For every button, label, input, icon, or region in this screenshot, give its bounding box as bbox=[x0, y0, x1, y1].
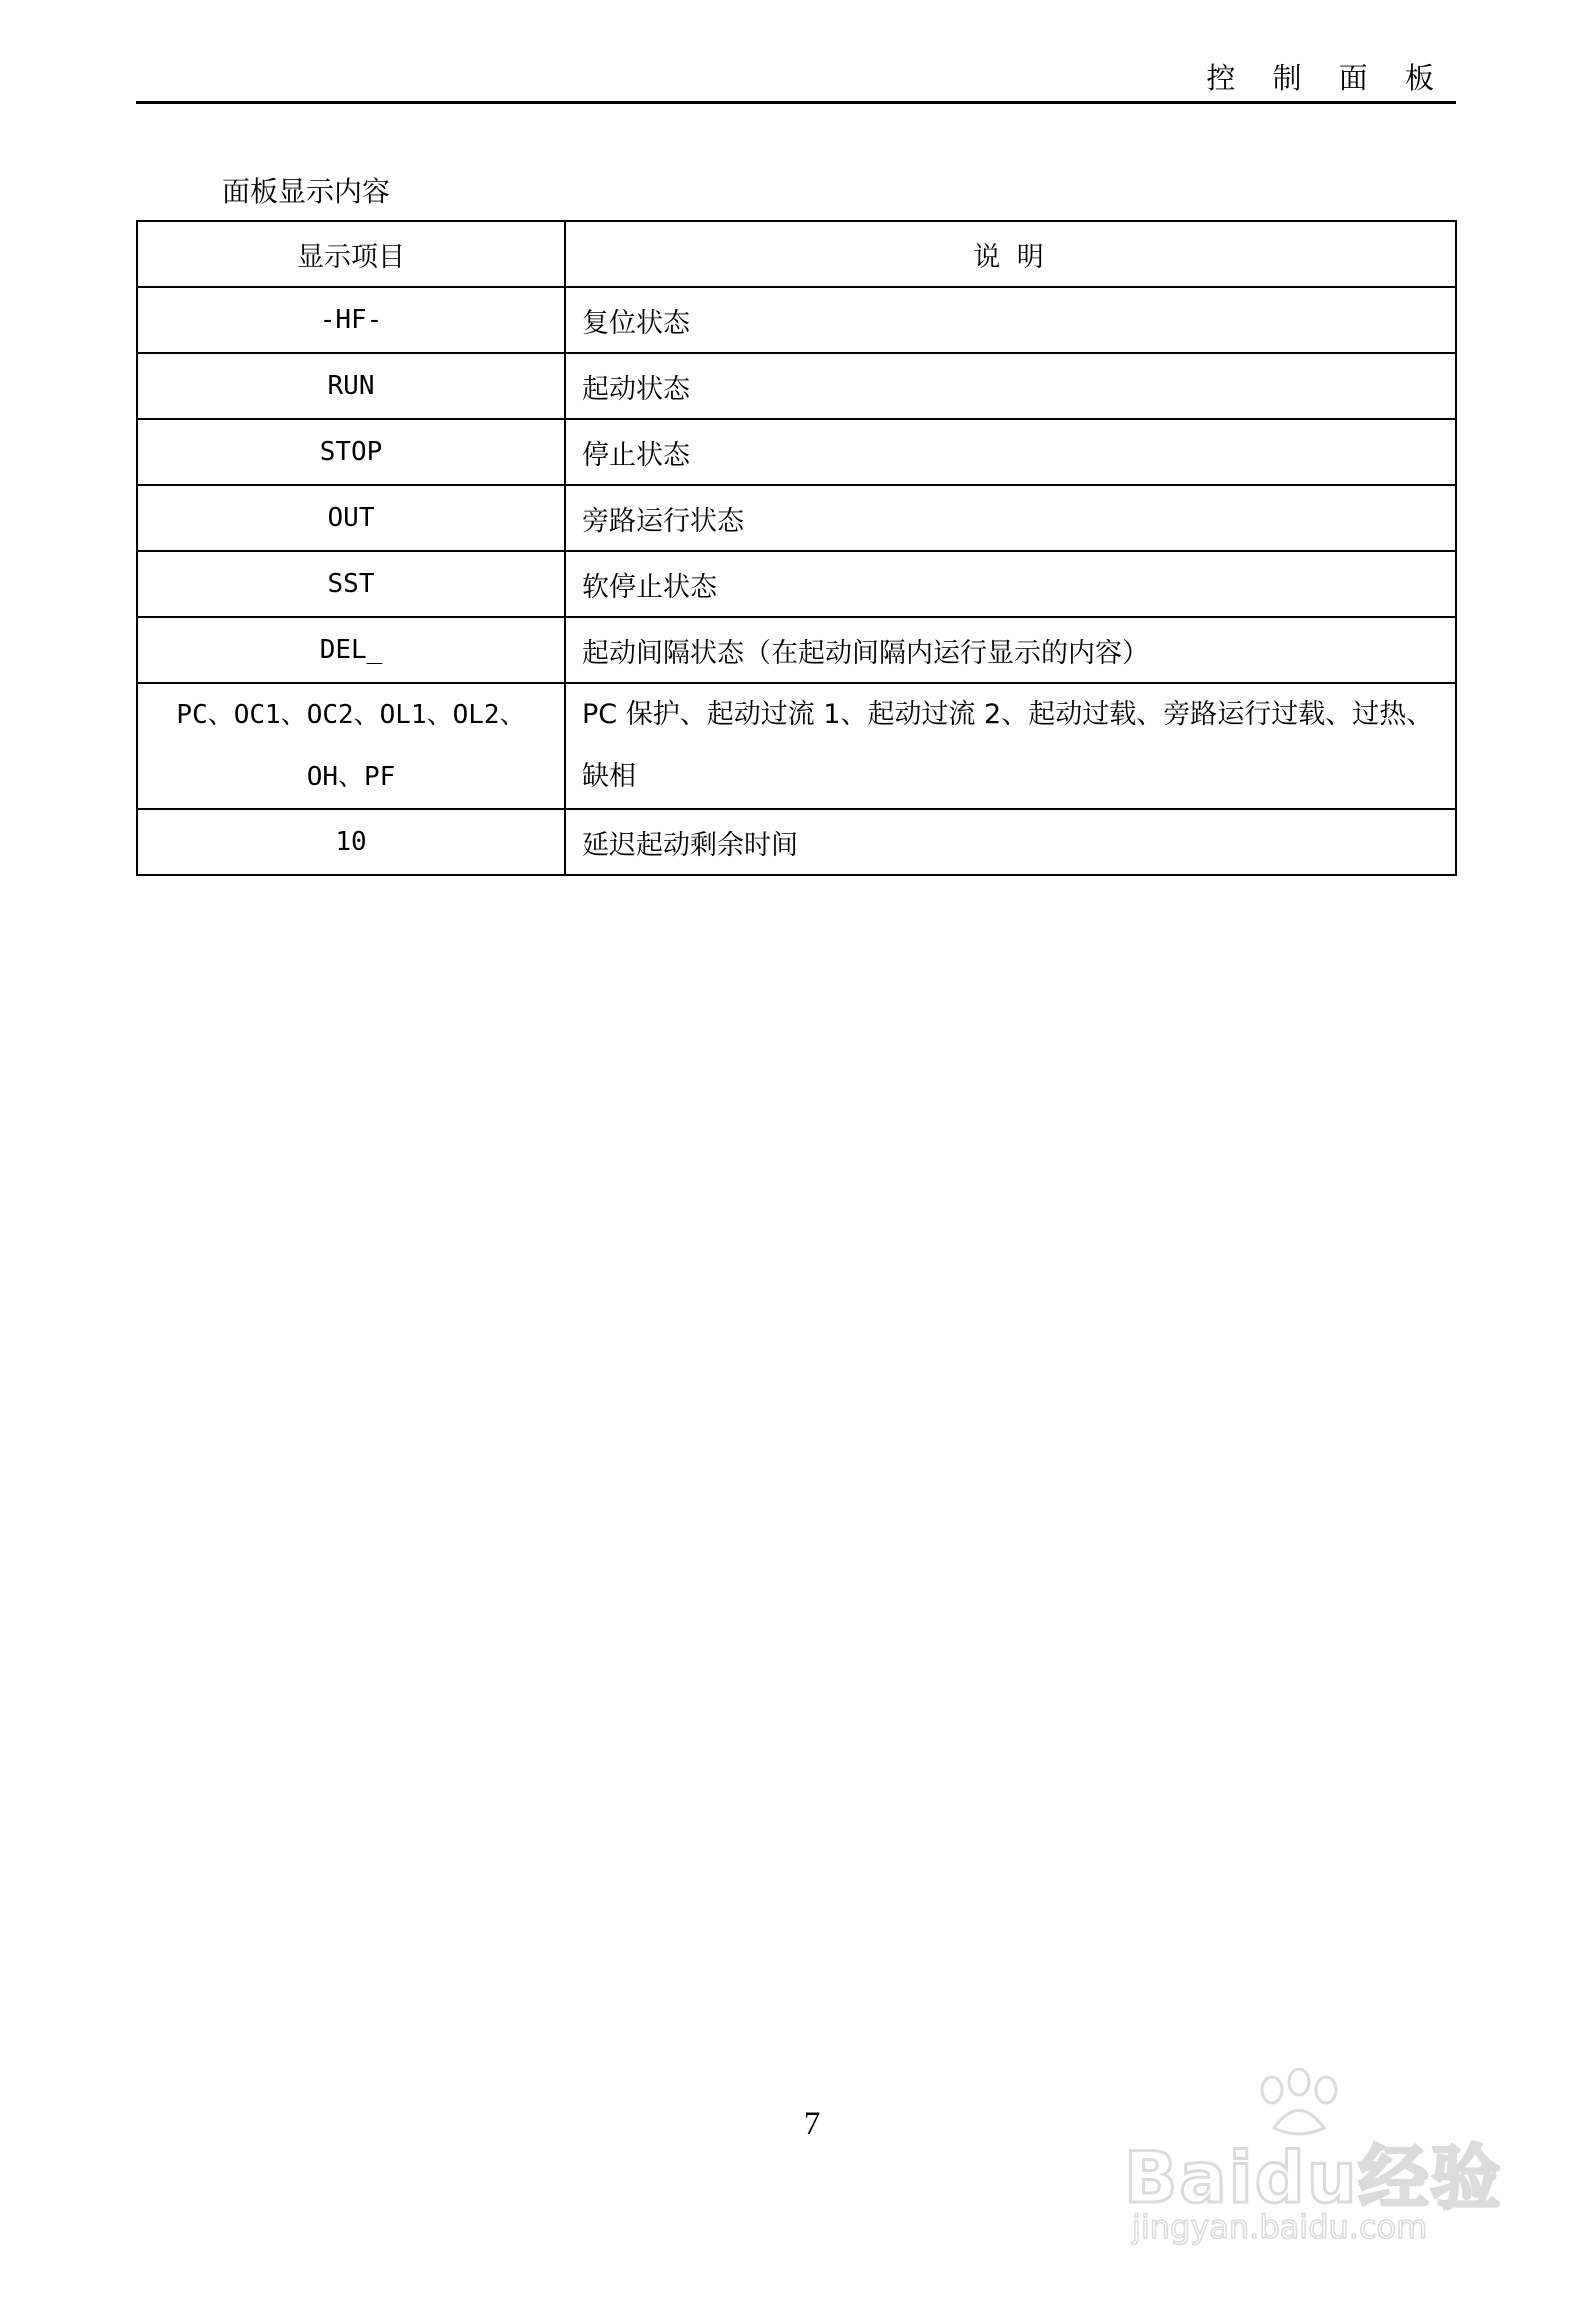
display-item-cell: DEL_ bbox=[137, 617, 565, 683]
table-row bbox=[137, 683, 1456, 809]
header-rule bbox=[136, 101, 1456, 104]
display-item-cell: OUT bbox=[137, 485, 565, 551]
table-row bbox=[137, 485, 1456, 551]
table-row bbox=[137, 617, 1456, 683]
display-item-cell: SST bbox=[137, 551, 565, 617]
table-row bbox=[137, 809, 1456, 875]
column-header-description: 说 明 bbox=[565, 221, 1456, 287]
table-row bbox=[137, 419, 1456, 485]
baidu-jingyan-watermark bbox=[1124, 2068, 1514, 2248]
display-item-cell: RUN bbox=[137, 353, 565, 419]
table-row bbox=[137, 287, 1456, 353]
description-cell: 停止状态 bbox=[565, 419, 1456, 485]
display-content-table bbox=[136, 220, 1457, 876]
display-item-cell: 10 bbox=[137, 809, 565, 875]
display-item-cell: -HF- bbox=[137, 287, 565, 353]
description-cell: 延迟起动剩余时间 bbox=[565, 809, 1456, 875]
description-cell: 软停止状态 bbox=[565, 551, 1456, 617]
display-item-cell: STOP bbox=[137, 419, 565, 485]
table-row bbox=[137, 353, 1456, 419]
description-cell: 起动状态 bbox=[565, 353, 1456, 419]
running-header-title: 控 制 面 板 bbox=[1206, 61, 1448, 95]
display-item-cell: PC、OC1、OC2、OL1、OL2、OH、PF bbox=[137, 683, 565, 809]
watermark-url: jingyan.baidu.com bbox=[1132, 2208, 1428, 2246]
table-row bbox=[137, 551, 1456, 617]
table-header-row bbox=[137, 221, 1456, 287]
column-header-item: 显示项目 bbox=[137, 221, 565, 287]
watermark-brand: Baidu经验 bbox=[1124, 2137, 1503, 2219]
description-cell: 旁路运行状态 bbox=[565, 485, 1456, 551]
description-cell: PC 保护、起动过流 1、起动过流 2、起动过载、旁路运行过载、过热、缺相 bbox=[565, 683, 1456, 809]
description-cell: 复位状态 bbox=[565, 287, 1456, 353]
description-cell: 起动间隔状态（在起动间隔内运行显示的内容） bbox=[565, 617, 1456, 683]
page-number: 7 bbox=[803, 2106, 821, 2142]
section-title: 面板显示内容 bbox=[222, 175, 391, 208]
